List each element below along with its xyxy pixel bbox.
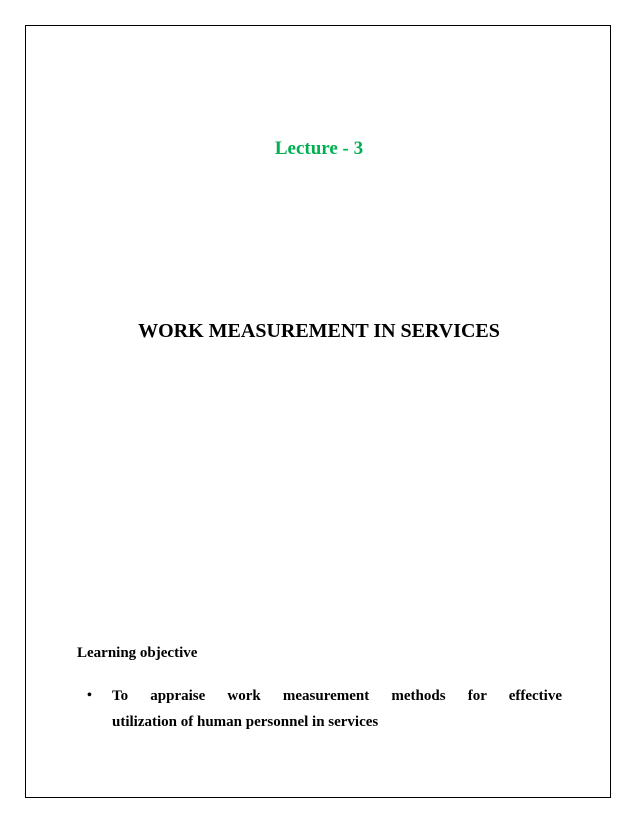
bullet-icon: • bbox=[87, 688, 92, 703]
objective-text-line-1: To appraise work measurement methods for effective bbox=[112, 688, 562, 704]
lecture-label-text: Lecture - 3 bbox=[274, 138, 364, 159]
lecture-label bbox=[0, 138, 638, 160]
learning-objective-heading: Learning objective bbox=[77, 645, 198, 661]
page-title: WORK MEASUREMENT IN SERVICES bbox=[138, 320, 500, 342]
objective-text-line-2: utilization of human personnel in services bbox=[112, 714, 379, 730]
list-item bbox=[87, 683, 562, 735]
learning-objective-list bbox=[87, 683, 562, 735]
